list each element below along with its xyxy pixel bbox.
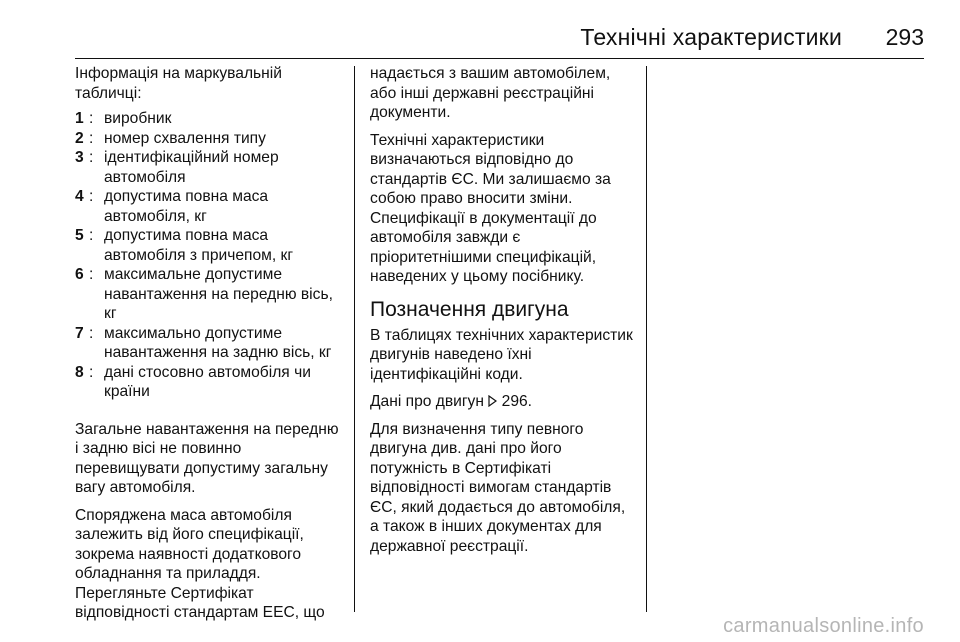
continuation-paragraph: надається з вашим автомобілем, або інші державні реєстраційні документи. (370, 65, 611, 121)
curb-weight-paragraph: Споряджена маса автомобіля залежить від його специфікації, зокрема наявності додаткового обладнання та приладдя. Перегляньте Сертифікат відповідності стандартам ЕЕС, що (75, 506, 325, 621)
reference-text: Дані про двигун (370, 393, 484, 410)
plate-legend (75, 109, 345, 402)
engine-codes-paragraph: В таблицях технічних характеристик двигунів наведено їхні ідентифікаційні коди. (370, 326, 633, 383)
section-heading: Позначення двигуна (370, 297, 569, 321)
page-number: 293 (885, 24, 924, 50)
legend-number: 1 (75, 110, 84, 127)
legend-item (75, 363, 345, 402)
legend-item (75, 324, 345, 363)
legend-number: 4 (75, 188, 84, 205)
arrow-reference-icon[interactable] (488, 393, 497, 405)
engine-data-reference (370, 392, 635, 412)
legend-text: допустима повна маса автомобіля з причепом, кг (104, 227, 294, 264)
legend-text: номер схвалення типу (104, 129, 266, 147)
legend-number: 8 (75, 363, 84, 381)
legend-text: виробник (104, 110, 172, 127)
right-column (370, 64, 635, 564)
legend-item (75, 226, 345, 265)
legend-text: допустима повна маса автомобіля, кг (104, 188, 269, 225)
legend-item (75, 109, 345, 129)
legend-item (75, 148, 345, 187)
legend-number: 2 (75, 129, 84, 147)
reference-page[interactable]: 296. (501, 393, 533, 410)
legend-number: 6 (75, 266, 84, 283)
page-title: Технічні характеристики (580, 24, 842, 50)
specifications-paragraph: Технічні характеристики визначаються відповідно до стандартів ЄС. Ми залишаємо за собою право вносити зміни. Специфікації в документації до автомобіля завжди є пріоритетнішими специфікацій, наведених у цьому посібнику. (370, 131, 611, 285)
legend-text: дані стосовно автомобіля чи країни (104, 363, 311, 400)
legend-text: ідентифікаційний номер автомобіля (104, 149, 279, 186)
legend-text: максимально допустиме навантаження на задню вісь, кг (104, 324, 332, 361)
watermark: carmanualsonline.info (723, 615, 924, 637)
axle-load-paragraph: Загальне навантаження на передню і задню вісі не повинно перевищувати допустиму загальну вагу автомобіля. (75, 420, 339, 496)
legend-separator: : (89, 363, 94, 381)
left-column (75, 64, 345, 631)
legend-item (75, 187, 345, 226)
legend-separator: : (89, 324, 94, 342)
legend-separator: : (89, 110, 94, 127)
legend-text: максимальне допустиме навантаження на передню вісь, кг (104, 266, 333, 322)
header-rule (75, 58, 924, 59)
legend-separator: : (89, 129, 94, 147)
column-divider-right (646, 66, 647, 612)
legend-separator: : (89, 266, 94, 283)
legend-item (75, 265, 345, 324)
legend-separator: : (89, 227, 94, 244)
legend-item (75, 129, 345, 149)
legend-number: 3 (75, 149, 84, 166)
plate-intro: Інформація на маркувальній табличці: (75, 65, 282, 102)
engine-type-paragraph: Для визначення типу певного двигуна див. дані про його потужність в Сертифікаті відповідності вимогам стандартів ЄС, який додається до автомобіля, а також в інших документах для державної реєстрації. (370, 420, 626, 555)
legend-number: 7 (75, 324, 84, 342)
legend-separator: : (89, 188, 94, 205)
page-header (0, 0, 960, 60)
legend-separator: : (89, 149, 94, 166)
legend-number: 5 (75, 227, 84, 244)
column-divider-left (354, 66, 355, 612)
